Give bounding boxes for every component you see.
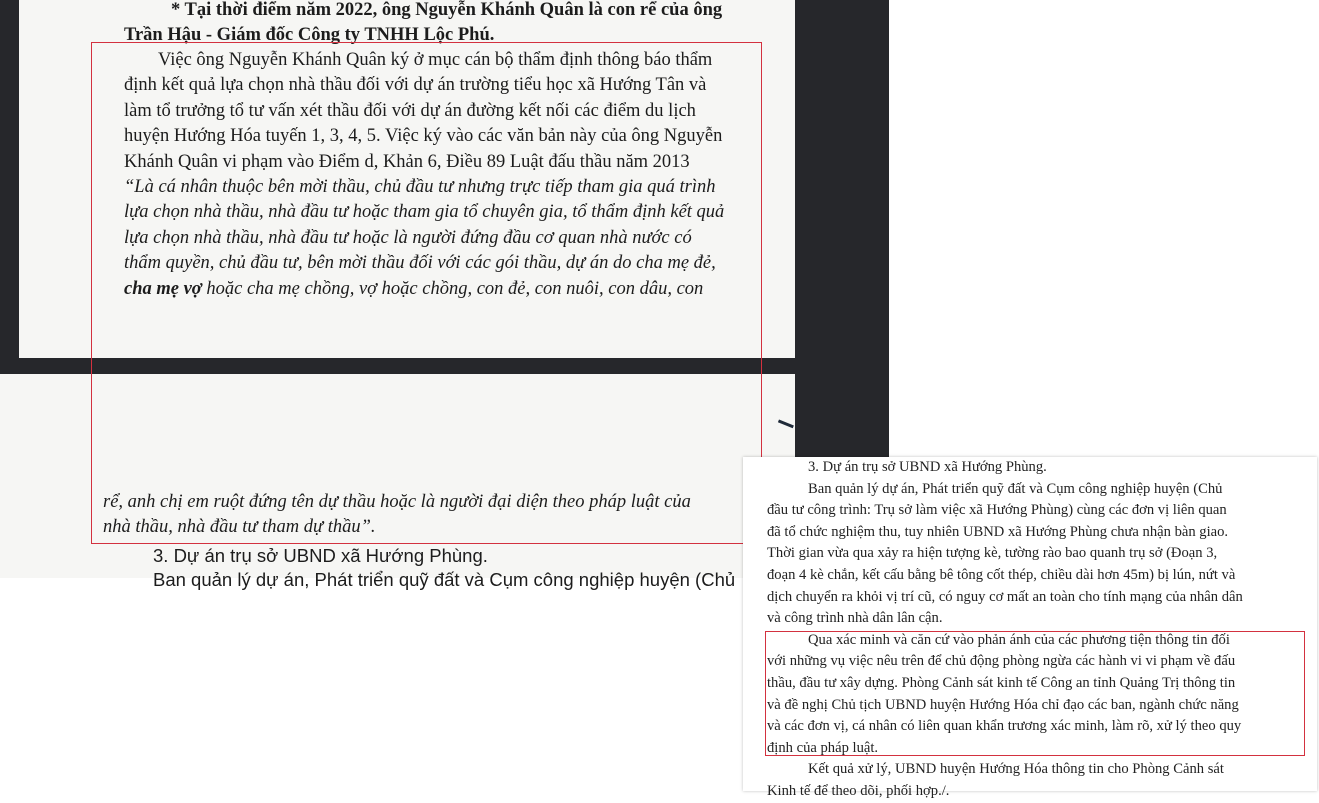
- excerpt-line: thầu, đầu tư xây dựng. Phòng Cảnh sát kinh tế Công an tỉnh Quảng Trị thông tin: [767, 674, 1236, 691]
- quote-bold-phrase: cha mẹ vợ: [124, 278, 202, 299]
- page1-heading-line2: Trần Hậu - Giám đốc Công ty TNHH Lộc Phú.: [124, 25, 495, 46]
- body-line: định kết quả lựa chọn nhà thầu đối với dự án trường tiểu học xã Hướng Tân và: [124, 75, 707, 96]
- excerpt-line: Ban quản lý dự án, Phát triển quỹ đất và Cụm công nghiệp huyện (Chủ: [808, 480, 1223, 497]
- quote-cont-line: nhà thầu, nhà đầu tư tham dự thầu”.: [103, 517, 376, 538]
- excerpt-line: đầu tư công trình: Trụ sở làm việc xã Hướng Phùng) cùng các đơn vị liên quan: [767, 502, 1227, 519]
- quote-line: “Là cá nhân thuộc bên mời thầu, chủ đầu tư nhưng trực tiếp tham gia quá trình: [124, 177, 716, 197]
- page1-body: [124, 48, 724, 175]
- excerpt-line: đã tổ chức nghiệm thu, tuy nhiên UBND xã Hướng Phùng chưa nhận bàn giao.: [767, 523, 1229, 540]
- page2-quote-continuation: [103, 490, 753, 541]
- excerpt-line: định của pháp luật.: [767, 739, 879, 756]
- quote-line: [124, 277, 724, 302]
- excerpt-line: đoạn 4 kè chắn, kết cấu bằng bê tông cốt thép, chiều dài hơn 45m) bị lún, nứt và: [767, 566, 1236, 583]
- excerpt-line: Thời gian vừa qua xảy ra hiện tượng kè, tường rào bao quanh trụ sở (Đoạn 3,: [767, 545, 1218, 562]
- page2-cut-line-clip: [0, 566, 760, 590]
- page2-left-margin: [0, 374, 19, 578]
- page2-cut-line: Ban quản lý dự án, Phát triển quỹ đất và Cụm công nghiệp huyện (Chủ: [153, 569, 736, 590]
- excerpt-line: và đề nghị Chủ tịch UBND huyện Hướng Hóa chỉ đạo các ban, ngành chức năng: [767, 696, 1239, 713]
- page2-section-heading: 3. Dự án trụ sở UBND xã Hướng Phùng.: [153, 545, 488, 566]
- body-line: Việc ông Nguyễn Khánh Quân ký ở mục cán bộ thẩm định thông báo thẩm: [158, 50, 713, 70]
- body-line: huyện Hướng Hóa tuyến 1, 3, 4, 5. Việc ký vào các văn bản này của ông Nguyễn: [124, 126, 723, 147]
- excerpt-line: dịch chuyển ra khỏi vị trí cũ, có nguy cơ mất an toàn cho tính mạng của nhân dân: [767, 588, 1243, 605]
- quote-cont-line: rể, anh chị em ruột đứng tên dự thầu hoặc là người đại diện theo pháp luật của: [103, 492, 691, 512]
- page1-heading-line1: * Tại thời điểm năm 2022, ông Nguyễn Khánh Quân là con rể của ông: [171, 0, 723, 20]
- body-line: Khánh Quân vi phạm vào Điểm d, Khản 6, Điều 89 Luật đấu thầu năm 2013: [124, 151, 690, 172]
- body-line: làm tổ trưởng tổ tư vấn xét thầu đối với dự án đường kết nối các điểm du lịch: [124, 100, 696, 121]
- page1-quote: [124, 175, 724, 302]
- quote-line: lựa chọn nhà thầu, nhà đầu tư hoặc tham gia tổ chuyên gia, tổ thẩm định kết quả: [124, 202, 725, 223]
- quote-line: thẩm quyền, chủ đầu tư, bên mời thầu đối với các gói thầu, dự án do cha mẹ đẻ,: [124, 253, 716, 274]
- quote-line: lựa chọn nhà thầu, nhà đầu tư hoặc là người đứng đầu cơ quan nhà nước có: [124, 227, 692, 248]
- excerpt-line: Kinh tế để theo dõi, phối hợp./.: [767, 782, 950, 799]
- excerpt-line: Qua xác minh và căn cứ vào phản ánh của các phương tiện thông tin đối: [808, 631, 1230, 648]
- excerpt-line: và các đơn vị, cá nhân có liên quan khẩn trương xác minh, làm rõ, xử lý theo quy: [767, 718, 1242, 735]
- excerpt-text: [767, 457, 1305, 803]
- excerpt-line: với những vụ việc nêu trên để chủ động phòng ngừa các hành vi vi phạm về đấu: [767, 653, 1236, 670]
- quote-line-rest: hoặc cha mẹ chồng, vợ hoặc chồng, con đẻ, con nuôi, con dâu, con: [201, 278, 704, 299]
- page1-heading: [124, 0, 724, 49]
- document-excerpt-card: [743, 457, 1317, 799]
- excerpt-line: và công trình nhà dân lân cận.: [767, 610, 943, 627]
- excerpt-line: Kết quả xử lý, UBND huyện Hướng Hóa thông tin cho Phòng Cảnh sát: [808, 761, 1224, 778]
- excerpt-heading: 3. Dự án trụ sở UBND xã Hướng Phùng.: [808, 459, 1047, 475]
